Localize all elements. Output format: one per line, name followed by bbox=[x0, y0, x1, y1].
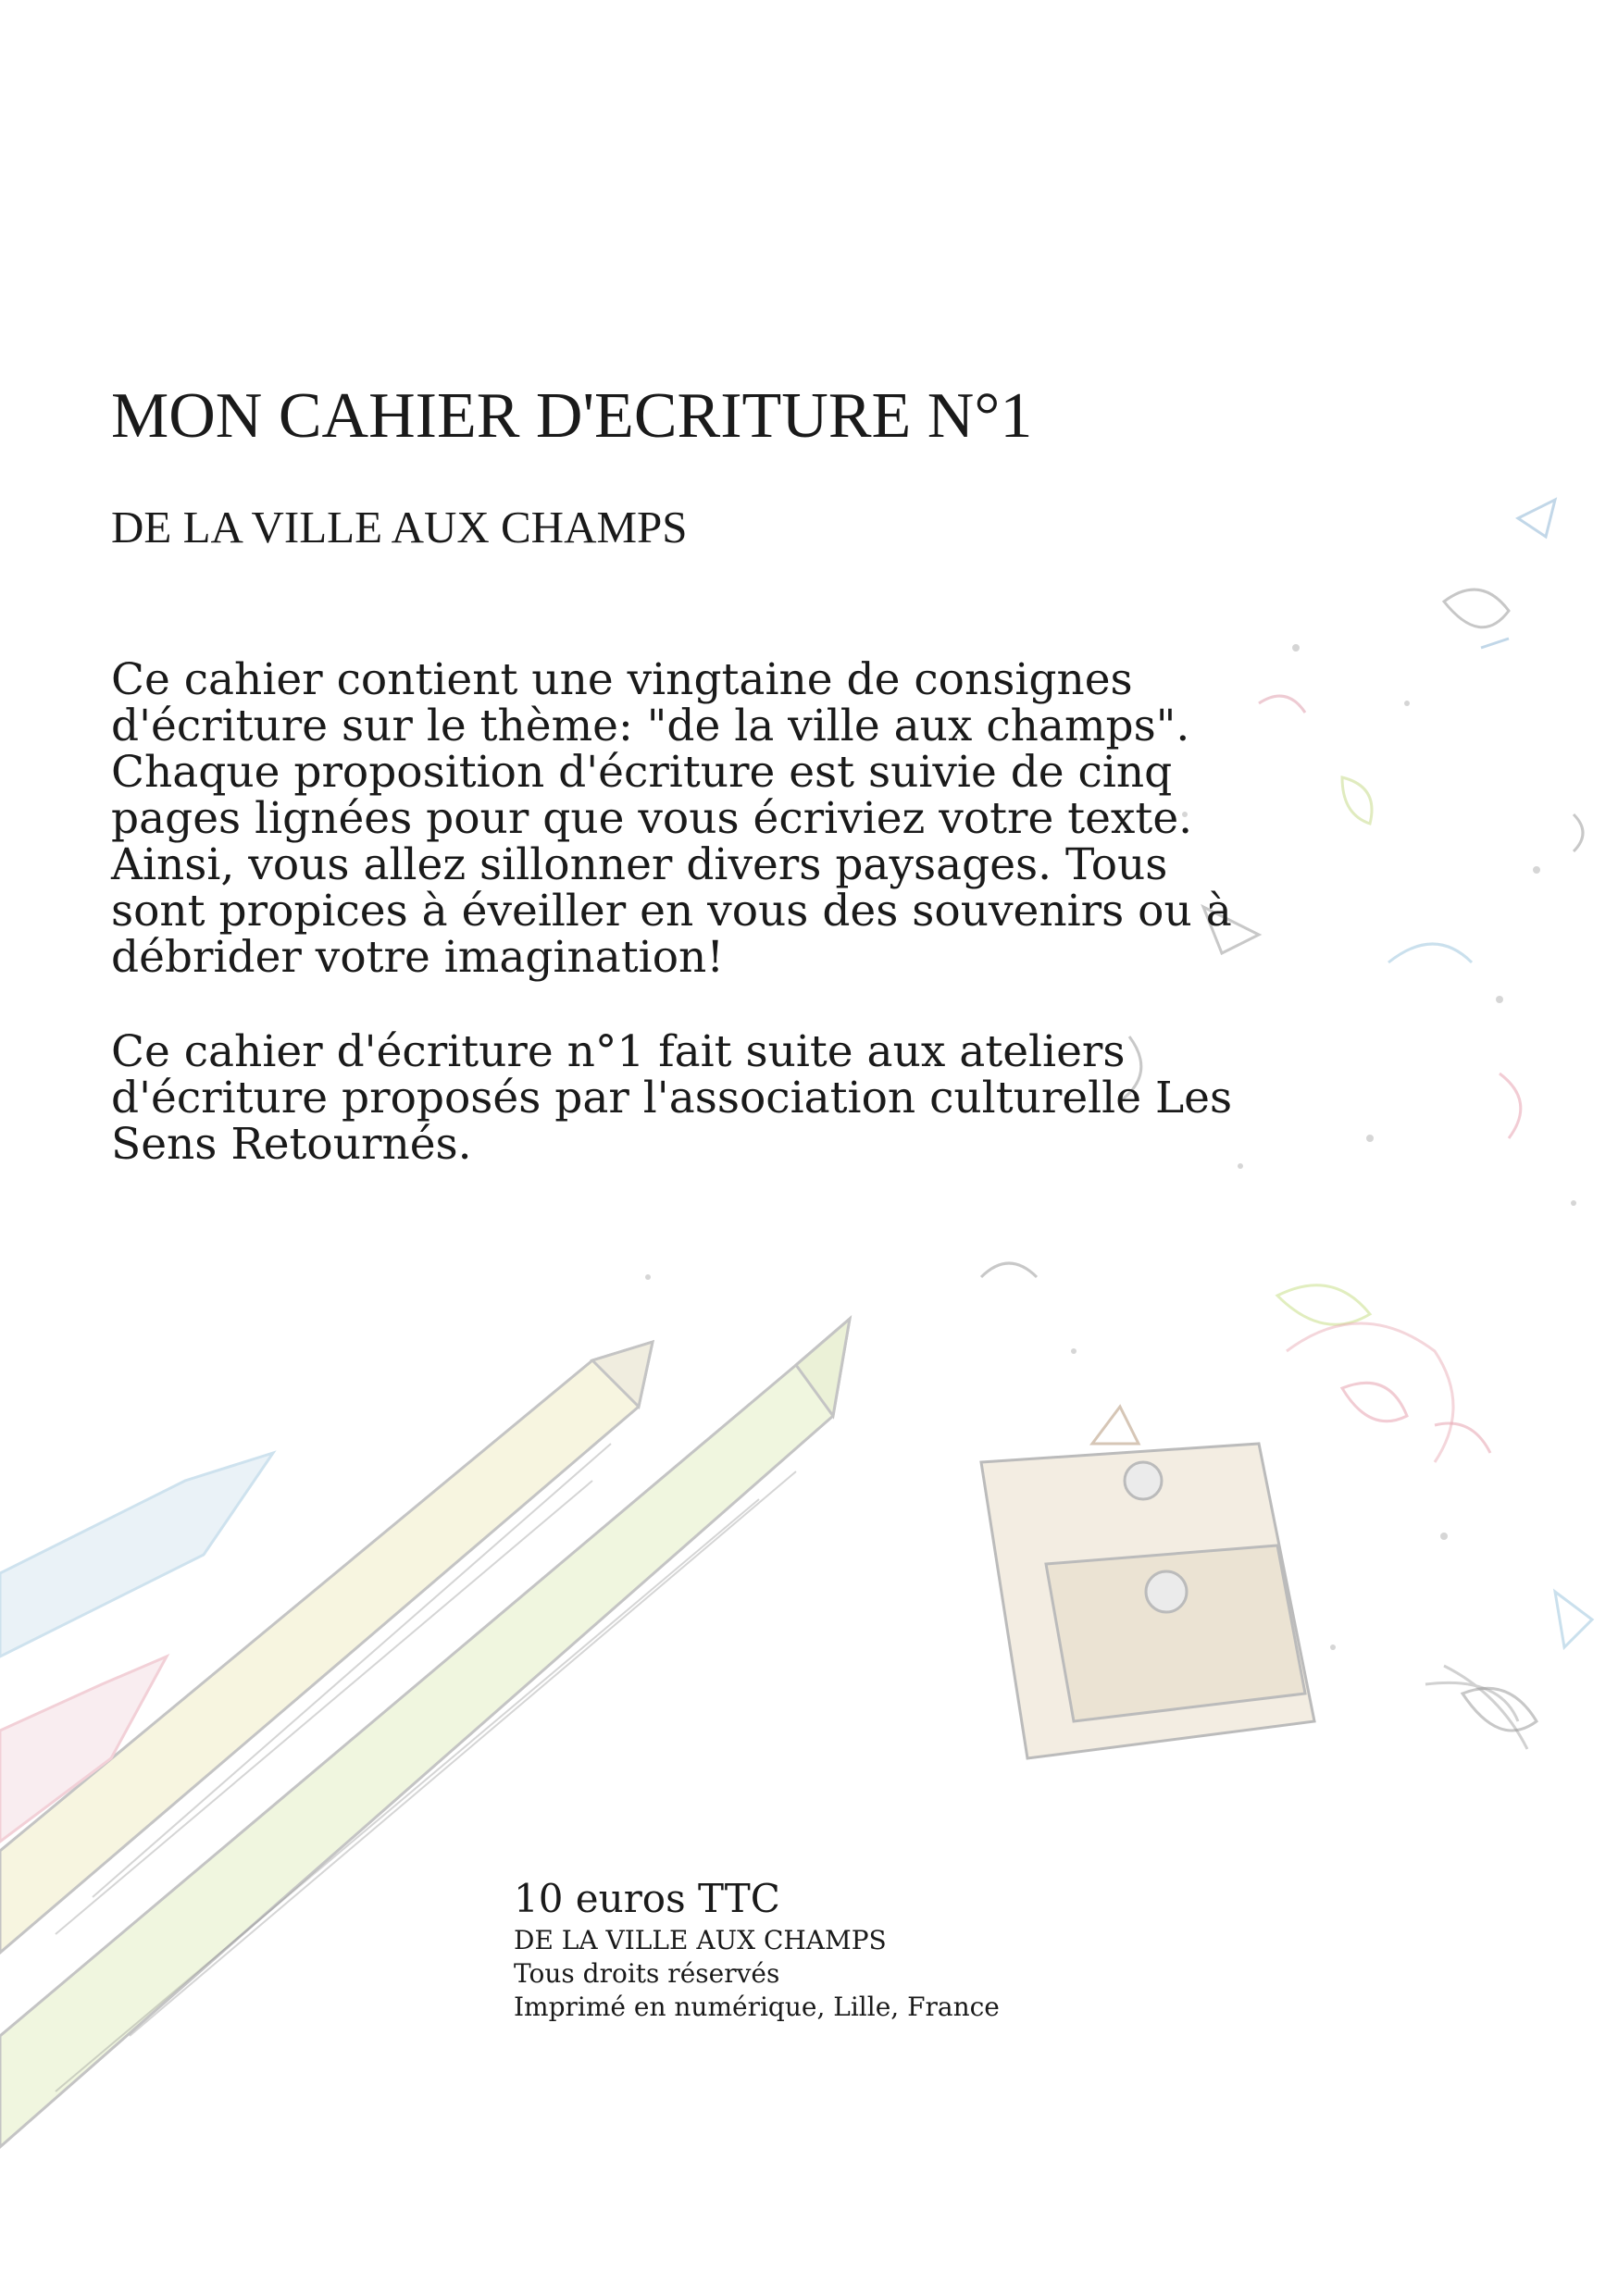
description-paragraph-1: Ce cahier contient une vingtaine de consignes d'écriture sur le thème: "de la ville aux champs". Chaque proposition d'écriture est suivie de cinq pages lignées pour que vous écriviez votre texte. Ainsi, vous allez sillonner divers paysages. Tous sont propices à éveiller en vous des souvenirs ou à débrider votre imagination! bbox=[111, 654, 1232, 983]
printing-info: Imprimé en numérique, Lille, France bbox=[514, 1992, 1000, 2022]
book-title: MON CAHIER D'ECRITURE N°1 bbox=[111, 380, 1033, 452]
price: 10 euros TTC bbox=[514, 1876, 780, 1921]
rights-notice: Tous droits réservés bbox=[514, 1958, 780, 1989]
description-paragraph-2: Ce cahier d'écriture n°1 fait suite aux ateliers d'écriture proposés par l'association culturelle Les Sens Retournés. bbox=[111, 1026, 1233, 1170]
pencil-sharpener-icon bbox=[981, 1444, 1314, 1758]
description bbox=[111, 654, 1240, 1216]
colophon bbox=[514, 1874, 1000, 2024]
book-subtitle: DE LA VILLE AUX CHAMPS bbox=[111, 502, 688, 552]
series-name: DE LA VILLE AUX CHAMPS bbox=[514, 1925, 887, 1955]
